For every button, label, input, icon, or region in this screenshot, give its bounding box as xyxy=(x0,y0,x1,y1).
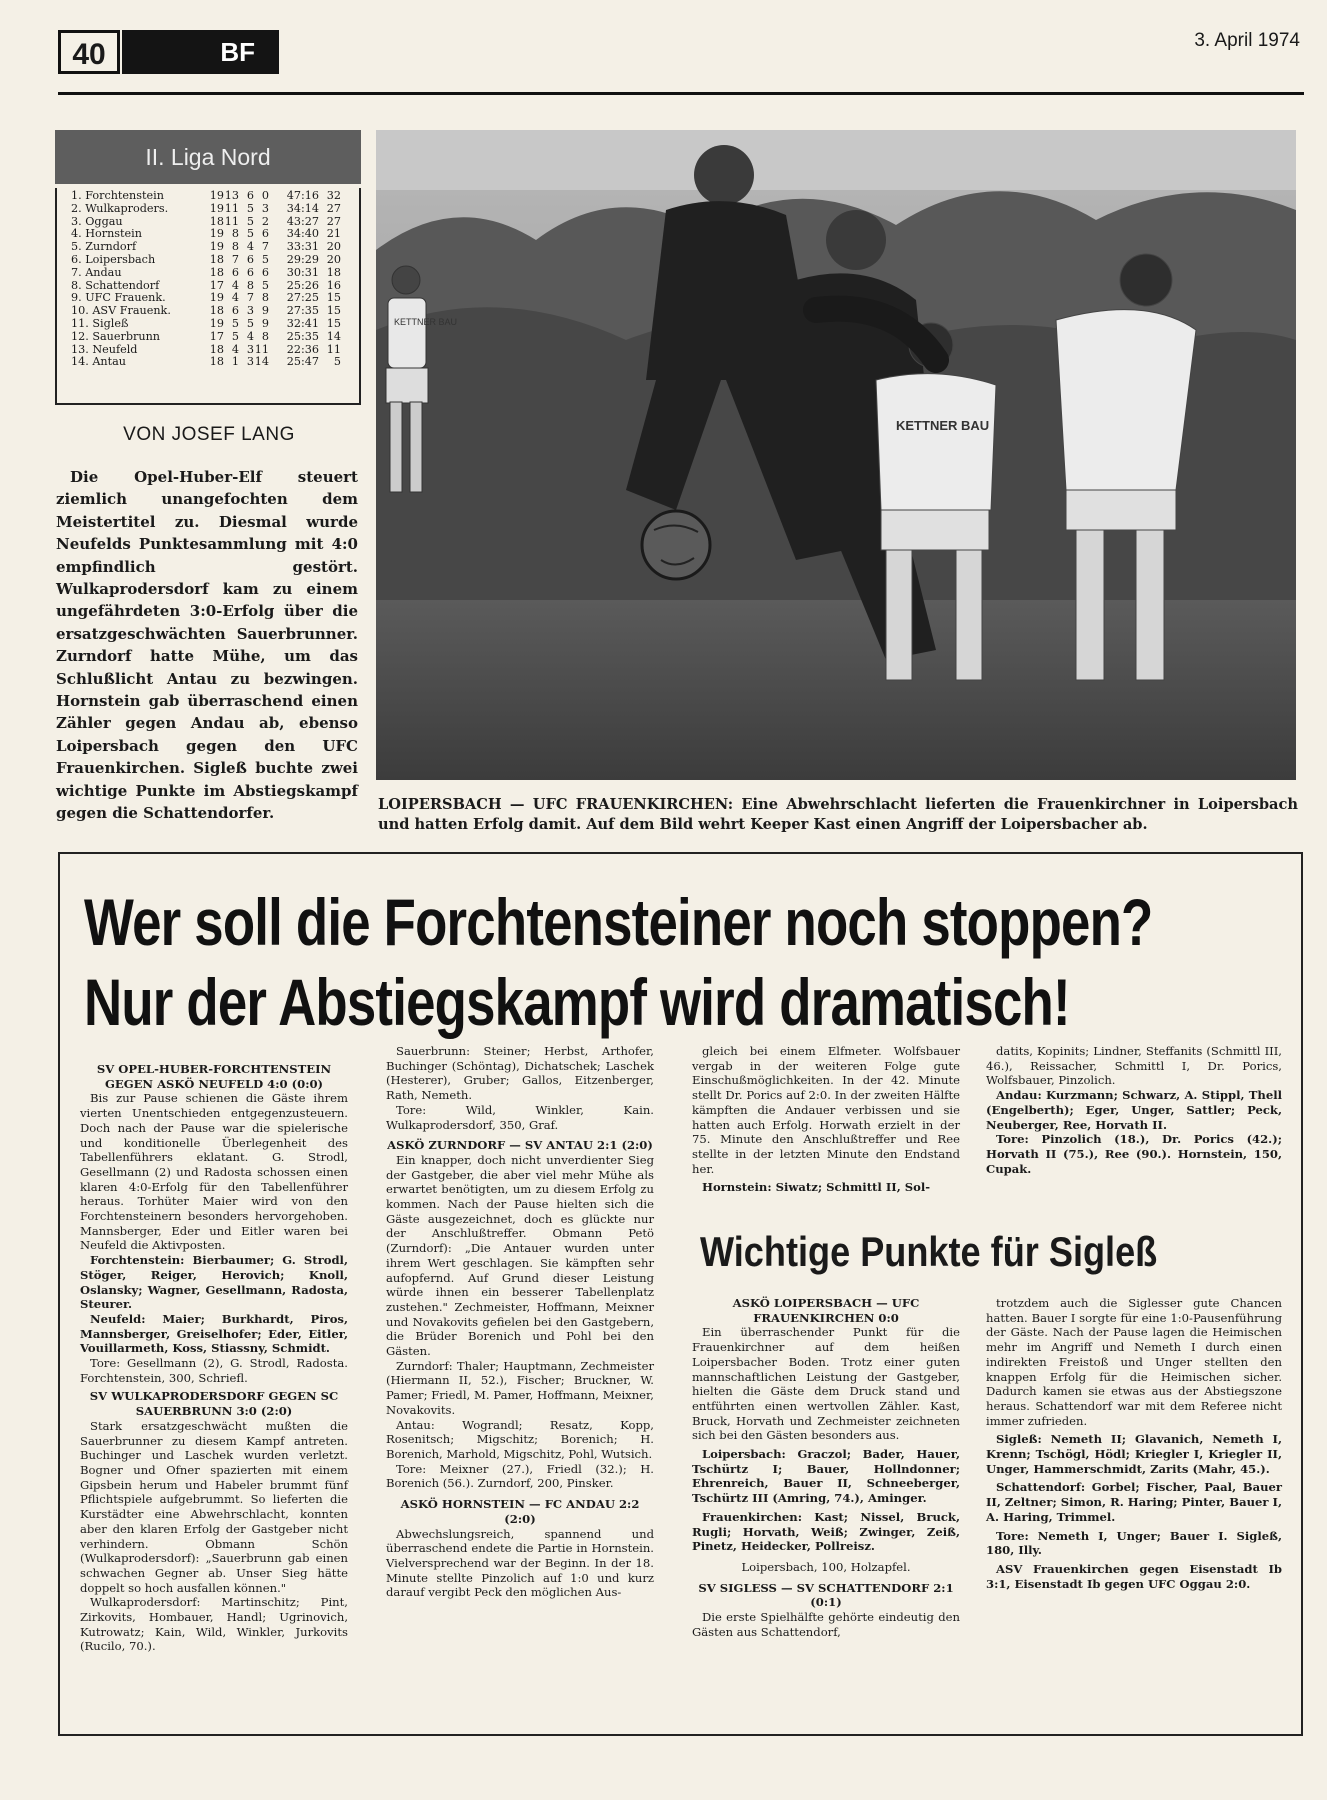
stat-p: 18 xyxy=(209,355,224,369)
stat-pts: 20 xyxy=(326,240,341,254)
stat-l: 8 xyxy=(261,291,269,305)
league-table-box xyxy=(55,130,361,405)
stat-p: 18 xyxy=(209,214,224,228)
standings-row xyxy=(71,318,355,331)
stat-p: 19 xyxy=(209,240,224,254)
stat-d: 3 xyxy=(246,342,254,356)
stat-p: 18 xyxy=(209,265,224,279)
stat-w: 4 xyxy=(231,278,239,292)
stat-d: 7 xyxy=(246,291,254,305)
lineup: Zurndorf: Thaler; Hauptmann, Zechmeister (Hiermann II, 52.), Fischer; Bruckner, W. Pamer; Friedl, M. Pamer, Hoffmann, Meixner, Novakovits. xyxy=(386,1358,654,1417)
match-heading: SV SIGLESS — SV SCHATTENDORF 2:1 (0:1) xyxy=(698,1580,954,1610)
stat-w: 5 xyxy=(231,329,239,343)
stat-w: 6 xyxy=(231,304,239,318)
stat-pts: 14 xyxy=(326,329,341,343)
stat-l: 14 xyxy=(254,355,269,369)
stat-p: 19 xyxy=(209,227,224,241)
stat-goals: 25:26 xyxy=(286,278,319,292)
stat-w: 7 xyxy=(231,252,239,266)
stat-p: 18 xyxy=(209,252,224,266)
match-report: Ein knapper, doch nicht unverdienter Sieg der Gastgeber, die aber viel mehr Mühe als erwartet benötigten, um zu diesem Erfolg zu kommen. Nach der Pause hielten sich die Gäste ausgezeichnet, doch es glückte nur der Anschlußtreffer. Obmann Petö (Zurndorf): „Die Antauer wurden unter ihrem Wert geschlagen. Sie kämpften sehr aufopfernd. Auf Grund dieser Leistung würde ihnen ein besserer Tabellenplatz zustehen." Zechmeister, Hoffmann, Meixner und Novakovits gefielen bei den Gastgebern, die Brüder Borenich und Pohl bei den Gästen. xyxy=(386,1152,654,1359)
stat-goals: 43:27 xyxy=(286,214,319,228)
stat-w: 11 xyxy=(224,214,239,228)
match-report: trotzdem auch die Siglesser gute Chancen hatten. Bauer I sorgte für eine 1:0-Pausenführung der Gäste. Nach der Pause lagen die Heimischen mehr im Angriff und Nemeth I durch einen indirekten Freistoß und Unger stellten den knappen Erfolg für die Heimischen sicher. Dadurch kamen sie etwas aus der Abstiegszone heraus. Schattendorf war mit dem Referee nicht immer zufrieden. xyxy=(986,1296,1282,1428)
stat-p: 19 xyxy=(209,291,224,305)
standings-row xyxy=(71,331,355,344)
stat-goals: 25:47 xyxy=(286,355,319,369)
team-name: 10. ASV Frauenk. xyxy=(71,305,171,318)
stat-goals: 29:29 xyxy=(286,252,319,266)
lineup: Antau: Wograndl; Resatz, Kopp, Rosenitsch; Migschitz; Borenich; H. Borenich, Marhold, Migschitz, Pohl, Wutsich. xyxy=(386,1417,654,1461)
issue-date: 3. April 1974 xyxy=(1194,30,1300,51)
team-name: 3. Oggau xyxy=(71,215,123,228)
standings-row xyxy=(71,203,355,216)
stat-d: 6 xyxy=(246,252,254,266)
team-name: 12. Sauerbrunn xyxy=(71,330,160,343)
team-name: 14. Antau xyxy=(71,356,127,369)
stat-w: 5 xyxy=(231,316,239,330)
standings-row xyxy=(71,190,355,203)
stat-d: 3 xyxy=(246,304,254,318)
team-name: 5. Zurndorf xyxy=(71,241,137,254)
match-photo xyxy=(376,130,1296,780)
headline-line-1: Wer soll die Forchtensteiner noch stoppen? xyxy=(84,885,1153,959)
match-heading: ASKÖ LOIPERSBACH — UFC FRAUENKIRCHEN 0:0 xyxy=(732,1296,920,1325)
stat-pts: 27 xyxy=(326,214,341,228)
stat-d: 4 xyxy=(246,240,254,254)
subheadline: Wichtige Punkte für Sigleß xyxy=(700,1228,1158,1275)
stat-pts: 16 xyxy=(326,278,341,292)
standings-table xyxy=(55,188,361,405)
stat-w: 4 xyxy=(231,342,239,356)
stat-d: 5 xyxy=(246,316,254,330)
stat-l: 6 xyxy=(261,265,269,279)
stat-goals: 30:31 xyxy=(286,265,319,279)
stat-l: 3 xyxy=(261,201,269,215)
team-name: 11. Sigleß xyxy=(71,317,129,330)
stat-pts: 21 xyxy=(326,227,341,241)
stat-pts: 32 xyxy=(326,189,341,202)
team-name: 8. Schattendorf xyxy=(71,279,160,292)
stat-l: 9 xyxy=(261,316,269,330)
article-column-3 xyxy=(692,1044,960,1195)
match-report: Abwechslungsreich, spannend und überraschend endete die Partie in Hornstein. Vielversprechend war der Beginn. In der 18. Minute stellte Pinzolich auf 1:0 und kurz darauf vergibt Peck den möglichen Aus- xyxy=(386,1526,654,1600)
attendance: Loipersbach, 100, Holzapfel. xyxy=(741,1559,911,1574)
match-heading: SV WULKAPRODERSDORF GEGEN SC SAUERBRUNN 3:0 (2:0) xyxy=(89,1389,339,1419)
article-column-6 xyxy=(986,1296,1282,1591)
scorers: Tore: Pinzolich (18.), Dr. Porics (42.); Horvath II (75.), Ree (90.). Hornstein, 150, Cupak. xyxy=(986,1132,1282,1176)
team-name: 1. Forchtenstein xyxy=(71,190,164,202)
stat-goals: 25:35 xyxy=(286,329,319,343)
stat-w: 11 xyxy=(224,201,239,215)
stat-d: 8 xyxy=(246,278,254,292)
lineup: Sigleß: Nemeth II; Glavanich, Nemeth I, Krenn; Tschögl, Hödl; Kriegler I, Kriegler II, Unger, Hammerschmidt, Zarits (Mahr, 45.). xyxy=(986,1432,1282,1476)
stat-p: 17 xyxy=(209,278,224,292)
lineup: Neufeld: Maier; Burkhardt, Piros, Mannsberger, Greiselhofer; Eder, Eitler, Vouillarmeth, Koss, Stiassny, Schmidt. xyxy=(80,1311,348,1356)
stat-w: 4 xyxy=(231,291,239,305)
standings-row xyxy=(71,267,355,280)
stat-goals: 34:14 xyxy=(286,201,319,215)
team-name: 9. UFC Frauenk. xyxy=(71,292,166,305)
standings-row xyxy=(71,356,355,369)
header-rule xyxy=(58,92,1304,95)
team-name: 13. Neufeld xyxy=(71,343,138,356)
stat-pts: 11 xyxy=(326,342,341,356)
stat-w: 6 xyxy=(231,265,239,279)
scorers: Tore: Wild, Winkler, Kain. Wulkaprodersdorf, 350, Graf. xyxy=(386,1102,654,1132)
lineup: datits, Kopinits; Lindner, Steffanits (Schmittl III, 46.), Reissacher, Schmittl I, Dr. Porics, Wolfsbauer, Pinzolich. xyxy=(986,1044,1282,1088)
match-report: Die erste Spielhälfte gehörte eindeutig den Gästen aus Schattendorf, xyxy=(692,1610,960,1639)
article-box xyxy=(58,852,1303,1736)
stat-l: 8 xyxy=(261,329,269,343)
other-results: ASV Frauenkirchen gegen Eisenstadt Ib 3:1, Eisenstadt Ib gegen UFC Oggau 2:0. xyxy=(986,1561,1282,1591)
match-report: gleich bei einem Elfmeter. Wolfsbauer vergab in der weiteren Folge gute Einschußmöglichkeiten. In der 42. Minute stellt Dr. Porics auf 2:0. In der zweiten Hälfte kämpften die Andauer verbissen und sie hatten auch Erfolg. Horwath erzielt in der 75. Minute den Anschlußtreffer und Ree stellte in der letzten Minute den Endstand her. xyxy=(692,1044,960,1176)
stat-goals: 33:31 xyxy=(286,240,319,254)
stat-pts: 15 xyxy=(326,304,341,318)
team-name: 6. Loipersbach xyxy=(71,253,156,266)
stat-goals: 22:36 xyxy=(286,342,319,356)
match-report: Bis zur Pause schienen die Gäste ihrem vierten Unentschieden entgegenzusteuern. Doch nach der Pause war die spielerische und konditionelle Überlegenheit des Tabellenführers eklatant. G. Strodl, Gesellmann (2) und Radosta schossen einen klaren 4:0-Erfolg für den Tabellenführer heraus. Torhüter Maier wird von den Forchtensteinern besonders hervorgehoben. Mannsberger, Eder und Eitler waren bei Neufeld die Aktivposten. xyxy=(80,1091,348,1253)
stat-p: 18 xyxy=(209,342,224,356)
article-column-2 xyxy=(386,1044,654,1600)
newspaper-logo: BF xyxy=(122,30,279,74)
stat-d: 6 xyxy=(246,189,254,202)
shirt-text-left: KETTNER BAU xyxy=(394,317,458,327)
stat-pts: 20 xyxy=(326,252,341,266)
photo-caption: LOIPERSBACH — UFC FRAUENKIRCHEN: Eine Abwehrschlacht lieferten die Frauenkirchner in Loipersbach und hatten Erfolg damit. Auf dem Bild wehrt Keeper Kast einen Angriff der Loipersbacher ab. xyxy=(378,796,1298,833)
intro-paragraph: Die Opel-Huber-Elf steuert ziemlich unangefochten dem Meistertitel zu. Diesmal wurde Neufelds Punktesammlung mit 4:0 empfindlich gestört. Wulkaprodersdorf kam zu einem ungefährdeten 3:0-Erfolg über die ersatzgeschwächten Sauerbrunner. Zurndorf hatte Mühe, um das Schlußlicht Antau zu bezwingen. Hornstein gab überraschend einen Zähler gegen Andau ab, ebenso Loipersbach gegen den UFC Frauenkirchen. Sigleß buchte zwei wichtige Punkte im Abstiegskampf gegen die Schattendorfer. xyxy=(56,468,358,823)
stat-pts: 18 xyxy=(326,265,341,279)
team-name: 7. Andau xyxy=(71,266,122,279)
stat-l: 7 xyxy=(261,240,269,254)
lineup: Schattendorf: Gorbel; Fischer, Paal, Bauer II, Zeltner; Simon, R. Haring; Pinter, Bauer I, A. Haring, Trimmel. xyxy=(986,1480,1282,1524)
stat-d: 3 xyxy=(246,355,254,369)
stat-l: 6 xyxy=(261,227,269,241)
stat-goals: 47:16 xyxy=(286,189,319,202)
match-report: Stark ersatzgeschwächt mußten die Sauerbrunner zu diesem Kampf antreten. Buchinger und Laschek wurden verletzt. Bogner und Ofner spazierten mit einem Gipsbein herum und Habeler brummt fünf Pflichtspiele aufgebrummt. So lieferten die Kurstädter eine Abwehrschlacht, konnten aber den klaren Erfolg der Gastgeber nicht verhindern. Obmann Schön (Wulkaprodersdorf): „Sauerbrunn gab einen schwachen Gegner ab. Unser Sieg hätte doppelt so hoch ausfallen können." xyxy=(80,1418,348,1595)
stat-goals: 27:25 xyxy=(286,291,319,305)
lineup: Wulkaprodersdorf: Martinschitz; Pint, Zirkovits, Hombauer, Handl; Ugrinovich, Kutrowatz; Kain, Wild, Winkler, Jurkovits (Rucilo, 70.). xyxy=(80,1595,348,1654)
match-report: Ein überraschender Punkt für die Frauenkirchner auf dem heißen Loipersbacher Boden. Trotz einer guten mannschaftlichen Leistung der Gastgeber, hielten die Gäste dem Druck stand und entführten einen wertvollen Zähler. Kast, Bruck, Horvath und Zechmeister zeichneten sich bei den Gästen besonders aus. xyxy=(692,1325,960,1443)
byline: VON JOSEF LANG xyxy=(123,424,295,445)
stat-l: 11 xyxy=(254,342,269,356)
stat-l: 2 xyxy=(261,214,269,228)
stat-w: 8 xyxy=(231,227,239,241)
stat-goals: 32:41 xyxy=(286,316,319,330)
headline-line-2: Nur der Abstiegskampf wird dramatisch! xyxy=(84,965,1070,1039)
scorers: Tore: Nemeth I, Unger; Bauer I. Sigleß, 180, Illy. xyxy=(986,1528,1282,1558)
stat-d: 4 xyxy=(246,329,254,343)
standings-row xyxy=(71,254,355,267)
stat-d: 6 xyxy=(246,265,254,279)
page-number: 40 xyxy=(58,30,120,74)
lineup: Forchtenstein: Bierbaumer; G. Strodl, Stöger, Reiger, Herovich; Knoll, Oslansky; Wagner, Gesellmann, Radosta, Steurer. xyxy=(80,1253,348,1312)
stat-pts: 5 xyxy=(333,355,341,369)
stat-w: 8 xyxy=(231,240,239,254)
stat-pts: 15 xyxy=(326,316,341,330)
stat-l: 5 xyxy=(261,252,269,266)
stat-pts: 27 xyxy=(326,201,341,215)
match-heading: SV OPEL-HUBER-FORCHTENSTEIN GEGEN ASKÖ NEUFELD 4:0 (0:0) xyxy=(96,1062,332,1091)
match-heading: ASKÖ ZURNDORF — SV ANTAU 2:1 (2:0) xyxy=(387,1138,653,1153)
stat-pts: 15 xyxy=(326,291,341,305)
match-heading: ASKÖ HORNSTEIN — FC ANDAU 2:2 (2:0) xyxy=(400,1497,640,1526)
stat-d: 5 xyxy=(246,201,254,215)
match-photo-illustration xyxy=(376,130,1296,780)
league-title: II. Liga Nord xyxy=(55,130,361,184)
scorers: Tore: Gesellmann (2), G. Strodl, Radosta. Forchtenstein, 300, Schriefl. xyxy=(80,1356,348,1385)
stat-goals: 34:40 xyxy=(286,227,319,241)
stat-p: 17 xyxy=(209,329,224,343)
stat-l: 9 xyxy=(261,304,269,318)
team-name: 4. Hornstein xyxy=(71,228,142,241)
lineup: Sauerbrunn: Steiner; Herbst, Arthofer, Buchinger (Schöntag), Dichatschek; Laschek (Hesterer), Gruber; Gallos, Eitzenberger, Rath, Nemeth. xyxy=(386,1044,654,1103)
lineup: Loipersbach: Graczol; Bader, Hauer, Tschürtz I; Bauer, Hollndonner; Ehrenreich, Bauer II, Schneeberger, Tschürtz III (Amring, 74.), Aminger. xyxy=(692,1447,960,1506)
shirt-text-right: KETTNER BAU xyxy=(896,418,990,433)
article-column-4 xyxy=(986,1044,1282,1176)
stat-p: 19 xyxy=(209,201,224,215)
stat-w: 13 xyxy=(224,189,239,202)
stat-d: 5 xyxy=(246,214,254,228)
lineup: Hornstein: Siwatz; Schmittl II, Sol- xyxy=(702,1180,931,1195)
stat-w: 1 xyxy=(231,355,239,369)
article-column-1 xyxy=(80,1062,348,1654)
stat-p: 19 xyxy=(209,189,224,202)
stat-p: 19 xyxy=(209,316,224,330)
stat-l: 0 xyxy=(261,189,269,202)
lineup: Frauenkirchen: Kast; Nissel, Bruck, Rugli; Horvath, Weiß; Zwinger, Zeiß, Pinetz, Heidecker, Pollreisz. xyxy=(692,1509,960,1554)
stat-goals: 27:35 xyxy=(286,304,319,318)
lineup: Andau: Kurzmann; Schwarz, A. Stippl, Thell (Engelberth); Eger, Unger, Sattler; Peck, Neuberger, Ree, Horvath II. xyxy=(986,1088,1282,1132)
article-column-5 xyxy=(692,1296,960,1639)
stat-l: 5 xyxy=(261,278,269,292)
stat-p: 18 xyxy=(209,304,224,318)
team-name: 2. Wulkaproders. xyxy=(71,202,169,215)
stat-d: 5 xyxy=(246,227,254,241)
scorers: Tore: Meixner (27.), Friedl (32.); H. Borenich (56.). Zurndorf, 200, Pinsker. xyxy=(386,1461,654,1491)
